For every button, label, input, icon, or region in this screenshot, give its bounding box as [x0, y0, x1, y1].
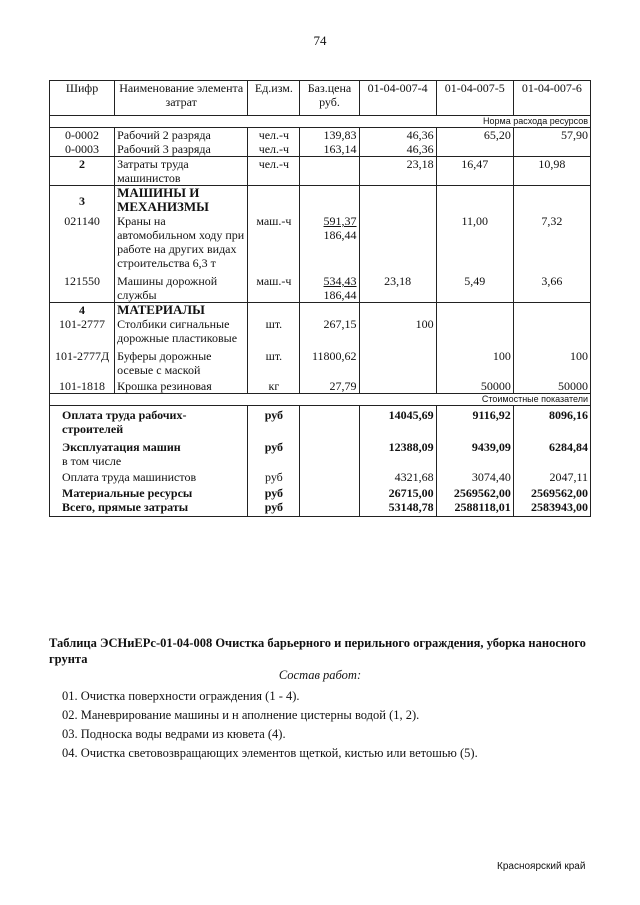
- norm-label-row: [50, 116, 591, 128]
- row-v2: [436, 142, 513, 157]
- row-v3: [513, 142, 590, 157]
- cost-row: [50, 406, 591, 437]
- row-code: 0-0003: [50, 142, 115, 157]
- cost-v1: 14045,69: [359, 406, 436, 437]
- table-row: [50, 142, 591, 157]
- operation-item: 02. Маневрирование машины и н аполнение цистерны водой (1, 2).: [62, 708, 420, 722]
- row-code: 101-1818: [50, 377, 115, 394]
- cost-name: Оплата труда машинистов: [50, 468, 248, 484]
- row-name: Рабочий 2 разряда: [115, 128, 248, 143]
- cost-row: [50, 484, 591, 500]
- row-code: 021140: [50, 214, 115, 270]
- row-v3: 100: [513, 345, 590, 377]
- row-name: Буферы дорожные осевые с маской: [115, 345, 248, 377]
- row-v2: [436, 317, 513, 345]
- row-unit: чел.-ч: [248, 128, 300, 143]
- cost-unit: руб: [248, 484, 300, 500]
- cost-row: [50, 468, 591, 484]
- row-name: Рабочий 3 разряда: [115, 142, 248, 157]
- section-code: 4: [50, 303, 115, 318]
- row-v1: 46,36: [359, 142, 436, 157]
- cost-name: Материальные ресурсы: [50, 484, 248, 500]
- row-price: 267,15: [300, 317, 359, 345]
- section-title: МАШИНЫ И МЕХАНИЗМЫ: [115, 186, 248, 215]
- cost-v2: 9116,92: [436, 406, 513, 437]
- operation-item: 03. Подноска воды ведрами из кювета (4).: [62, 727, 286, 741]
- cost-name: Оплата труда рабочих-строителей: [50, 406, 248, 437]
- table-row: [50, 128, 591, 143]
- cost-label-row: [50, 394, 591, 406]
- norm-label: Норма расхода ресурсов: [50, 116, 591, 128]
- row-name: Машины дорожной службы: [115, 270, 248, 303]
- cost-unit: руб: [248, 406, 300, 437]
- cost-v1: 4321,68: [359, 468, 436, 484]
- row-price: 163,14: [300, 142, 359, 157]
- section-row: [50, 303, 591, 318]
- table-header-row: [50, 81, 591, 116]
- cost-row: [50, 436, 591, 454]
- row-v2: 50000: [436, 377, 513, 394]
- cost-v1: 53148,78: [359, 500, 436, 517]
- row-unit: маш.-ч: [248, 214, 300, 270]
- header-col1: 01-04-007-4: [359, 81, 436, 116]
- cost-name: в том числе: [50, 454, 248, 468]
- operation-item: 04. Очистка световозвращающих элементов щеткой, кистью или ветошью (5).: [62, 746, 478, 760]
- composition-label: Состав работ:: [278, 668, 362, 682]
- page-footer: Красноярский край: [497, 861, 586, 872]
- cost-v1: 12388,09: [359, 436, 436, 454]
- row-name: Затраты труда машинистов: [115, 157, 248, 186]
- row-v3: 50000: [513, 377, 590, 394]
- row-price-top: 534,43: [323, 274, 357, 288]
- row-v2: 5,49: [436, 270, 513, 303]
- table-row: [50, 345, 591, 377]
- table-row: [50, 157, 591, 186]
- cost-v2: 9439,09: [436, 436, 513, 454]
- row-v1: 23,18: [359, 157, 436, 186]
- cost-v3: 8096,16: [513, 406, 590, 437]
- row-v3: 10,98: [513, 157, 590, 186]
- row-price: [300, 214, 359, 270]
- row-code: 2: [50, 157, 115, 186]
- row-v2: 100: [436, 345, 513, 377]
- cost-name: Всего, прямые затраты: [50, 500, 248, 517]
- header-price: Баз.цена руб.: [300, 81, 359, 116]
- row-unit: чел.-ч: [248, 142, 300, 157]
- cost-row: [50, 500, 591, 517]
- table-row: [50, 377, 591, 394]
- header-name: Наименование элемента затрат: [115, 81, 248, 116]
- row-v1: [359, 345, 436, 377]
- section-code: 3: [50, 186, 115, 215]
- cost-v3: 2047,11: [513, 468, 590, 484]
- cost-v2: 3074,40: [436, 468, 513, 484]
- cost-unit: руб: [248, 468, 300, 484]
- row-unit: маш.-ч: [248, 270, 300, 303]
- row-v1: [359, 377, 436, 394]
- row-code: 101-2777Д: [50, 345, 115, 377]
- cost-v1: 26715,00: [359, 484, 436, 500]
- resource-table: [49, 80, 591, 517]
- cost-unit: руб: [248, 436, 300, 454]
- header-col2: 01-04-007-5: [436, 81, 513, 116]
- table-row: [50, 214, 591, 270]
- page-number: 74: [313, 33, 327, 48]
- row-price: [300, 270, 359, 303]
- cost-v2: 2588118,01: [436, 500, 513, 517]
- row-v1: 46,36: [359, 128, 436, 143]
- row-price: 11800,62: [300, 345, 359, 377]
- next-table-title: Таблица ЭСНиЕРс-01-04-008 Очистка барьерного и перильного ограждения, уборка наносного грунта: [49, 636, 586, 666]
- cost-v3: 2583943,00: [513, 500, 590, 517]
- row-v1: 23,18: [359, 270, 436, 303]
- header-unit: Ед.изм.: [248, 81, 300, 116]
- row-unit: кг: [248, 377, 300, 394]
- cost-name: Эксплуатация машин: [50, 436, 248, 454]
- row-v2: 65,20: [436, 128, 513, 143]
- section-row: [50, 186, 591, 215]
- cost-label: Стоимостные показатели: [50, 394, 591, 406]
- row-price-top: 591,37: [323, 214, 357, 228]
- row-v3: [513, 317, 590, 345]
- cost-v2: 2569562,00: [436, 484, 513, 500]
- table-row: [50, 270, 591, 303]
- row-unit: шт.: [248, 345, 300, 377]
- row-name: Крошка резиновая: [115, 377, 248, 394]
- row-v3: 57,90: [513, 128, 590, 143]
- row-price-bottom: 186,44: [323, 228, 357, 242]
- row-price: 27,79: [300, 377, 359, 394]
- row-code: 0-0002: [50, 128, 115, 143]
- row-code: 121550: [50, 270, 115, 303]
- row-v2: 16,47: [436, 157, 513, 186]
- row-unit: чел.-ч: [248, 157, 300, 186]
- row-price: [300, 157, 359, 186]
- cost-v3: 2569562,00: [513, 484, 590, 500]
- operations-list: [62, 687, 602, 763]
- row-v1: 100: [359, 317, 436, 345]
- row-v3: 3,66: [513, 270, 590, 303]
- cost-row: [50, 454, 591, 468]
- row-name: Краны на автомобильном ходу при работе на других видах строительства 6,3 т: [115, 214, 248, 270]
- row-price-bottom: 186,44: [323, 288, 357, 302]
- row-v2: 11,00: [436, 214, 513, 270]
- section-title: МАТЕРИАЛЫ: [115, 303, 248, 318]
- row-name: Столбики сигнальные дорожные пластиковые: [115, 317, 248, 345]
- row-price: 139,83: [300, 128, 359, 143]
- row-code: 101-2777: [50, 317, 115, 345]
- table-row: [50, 317, 591, 345]
- cost-unit: руб: [248, 500, 300, 517]
- header-code: Шифр: [50, 81, 115, 116]
- cost-v3: 6284,84: [513, 436, 590, 454]
- header-col3: 01-04-007-6: [513, 81, 590, 116]
- row-unit: шт.: [248, 317, 300, 345]
- operation-item: 01. Очистка поверхности ограждения (1 - 4).: [62, 689, 300, 703]
- row-v3: 7,32: [513, 214, 590, 270]
- row-v1: [359, 214, 436, 270]
